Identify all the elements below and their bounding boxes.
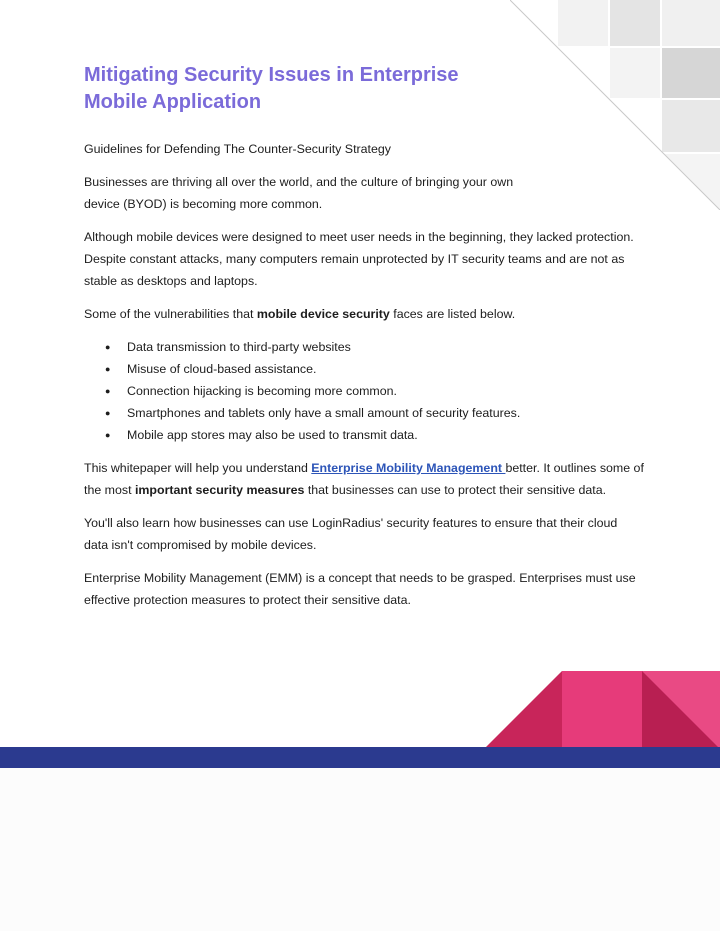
bullet-icon: ● <box>105 342 111 352</box>
text-run: better. It outlines some of the most <box>84 461 644 497</box>
document-body <box>84 62 644 611</box>
text-run: Some of the vulnerabilities that <box>84 307 257 321</box>
list-item-text: Connection hijacking is becoming more common. <box>127 384 397 398</box>
bullet-icon: ● <box>105 430 111 440</box>
text-run: This whitepaper will help you understand <box>84 461 312 475</box>
list-item-text: Data transmission to third-party websites <box>127 340 351 354</box>
document-title: Mitigating Security Issues in Enterprise Mobile Application <box>84 64 459 113</box>
bullet-icon: ● <box>105 408 111 418</box>
footer-band <box>0 747 720 768</box>
paragraph-vulnerabilities <box>84 303 644 325</box>
document-subtitle: Guidelines for Defending The Counter-Security Strategy <box>84 142 391 156</box>
list-item-text: Mobile app stores may also be used to transmit data. <box>127 428 418 442</box>
bullet-icon: ● <box>105 386 111 396</box>
emm-link[interactable]: Enterprise Mobility Management <box>311 461 506 475</box>
list-item <box>84 424 644 446</box>
paragraph-whitepaper <box>84 457 644 501</box>
list-item <box>84 336 644 358</box>
paragraph-loginradius: You'll also learn how businesses can use LoginRadius' security features to ensure that their cloud data isn't compromised by mobile devices. <box>84 516 618 552</box>
list-item-text: Smartphones and tablets only have a small amount of security features. <box>127 406 521 420</box>
bullet-icon: ● <box>105 364 111 374</box>
paragraph-emm: Enterprise Mobility Management (EMM) is a concept that needs to be grasped. Enterprises must use effective protection measures to protect their sensitive data. <box>84 571 636 607</box>
paragraph-protection: Although mobile devices were designed to meet user needs in the beginning, they lacked protection. Despite constant attacks, many computers remain unprotected by IT security teams and are not as stable as desktops and laptops. <box>84 230 634 288</box>
vulnerability-list <box>84 336 644 446</box>
bold-phrase: mobile device security <box>256 307 390 321</box>
list-item <box>84 358 644 380</box>
list-item-text: Misuse of cloud-based assistance. <box>127 362 317 376</box>
text-run: faces are listed below. <box>389 307 516 321</box>
paragraph-byod: Businesses are thriving all over the world, and the culture of bringing your own device (BYOD) is becoming more common. <box>84 175 514 211</box>
text-run: that businesses can use to protect their sensitive data. <box>304 483 607 497</box>
list-item <box>84 402 644 424</box>
list-item <box>84 380 644 402</box>
bold-phrase: important security measures <box>134 483 305 497</box>
